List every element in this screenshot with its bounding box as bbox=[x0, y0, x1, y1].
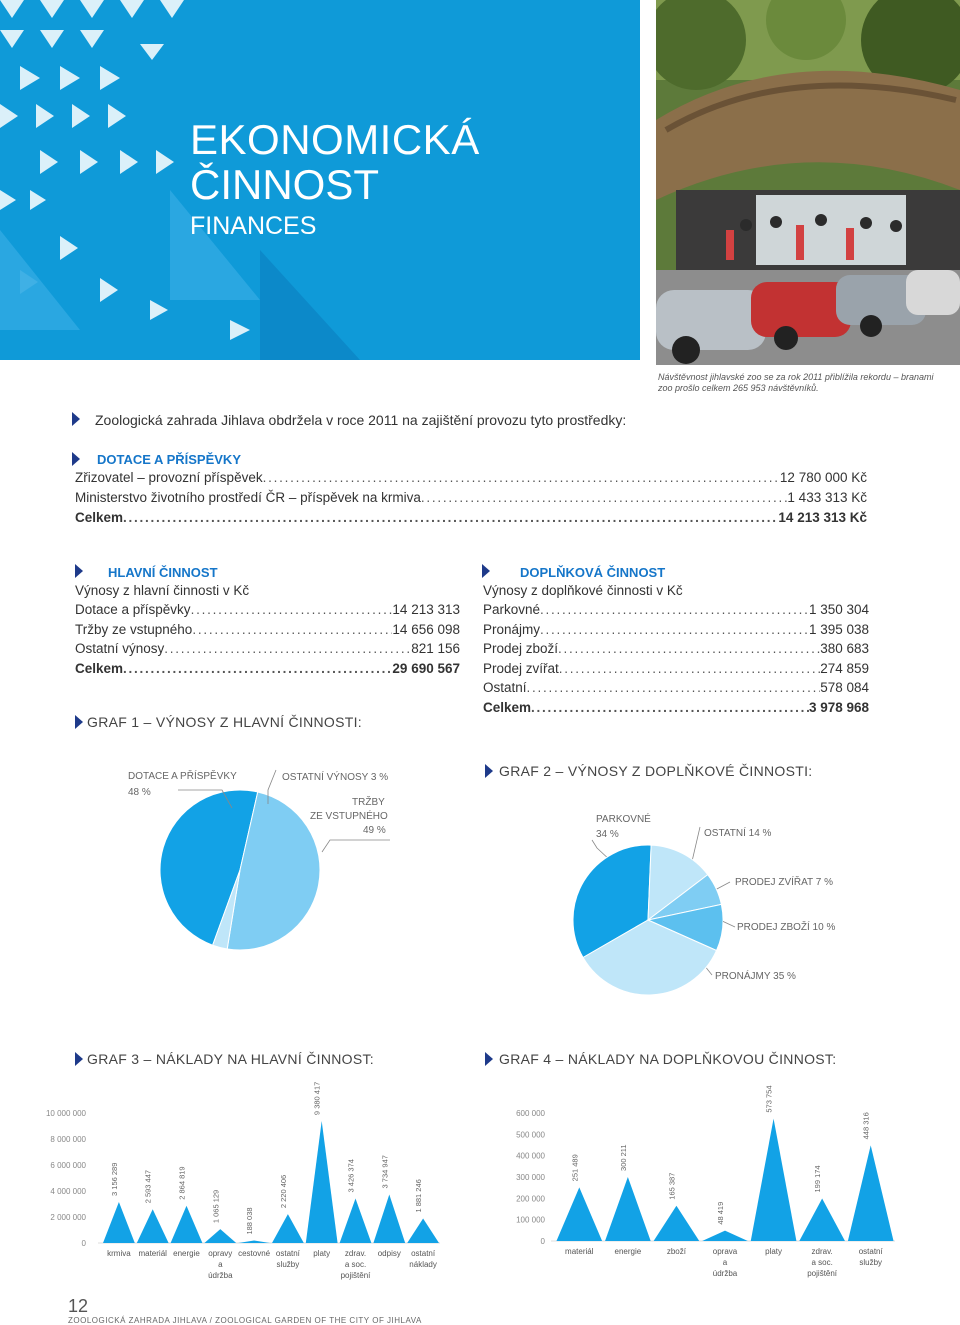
hlavni-subtitle: Výnosy z hlavní činnosti v Kč bbox=[75, 583, 250, 598]
category-label: služby bbox=[276, 1260, 300, 1269]
pie1-label-trzby: TRŽBY bbox=[352, 797, 385, 808]
zoo-entrance-photo bbox=[656, 0, 960, 365]
pie1-label-ostatni: OSTATNÍ VÝNOSY 3 % bbox=[282, 772, 389, 783]
pie1-label-dotace: DOTACE A PŘÍSPĚVKY bbox=[128, 771, 237, 782]
bullet-arrow-icon bbox=[72, 452, 80, 466]
bullet-arrow-icon bbox=[75, 715, 83, 729]
category-label: ostatní bbox=[858, 1247, 883, 1256]
bullet-arrow-icon bbox=[485, 1052, 493, 1066]
hlavni-row bbox=[75, 602, 460, 622]
doplnkova-row bbox=[483, 641, 869, 661]
pie2-label-zbozi: PRODEJ ZBOŽÍ 10 % bbox=[737, 922, 836, 933]
row-value: 821 156 bbox=[411, 641, 460, 656]
bullet-arrow-icon bbox=[72, 412, 80, 426]
intro-text: Zoologická zahrada Jihlava obdržela v roce 2011 na zajištění provozu tyto prostředky: bbox=[95, 412, 627, 428]
bar-1 bbox=[556, 1187, 602, 1241]
row-value: 12 780 000 Kč bbox=[779, 470, 867, 485]
y-tick-label: 300 000 bbox=[516, 1173, 545, 1182]
bar-value-label: 165 387 bbox=[667, 1172, 677, 1200]
hlavni-total-row bbox=[75, 661, 460, 681]
bar-2 bbox=[605, 1177, 651, 1241]
graph2-title: GRAF 2 – VÝNOSY Z DOPLŇKOVÉ ČINNOSTI: bbox=[499, 763, 813, 779]
doplnkova-list bbox=[483, 602, 869, 719]
bar-7 bbox=[306, 1121, 338, 1243]
bar-6 bbox=[272, 1214, 304, 1243]
y-tick-label: 500 000 bbox=[516, 1130, 545, 1140]
bullet-arrow-icon bbox=[482, 564, 490, 578]
bar-value-label: 2 593 447 bbox=[143, 1169, 153, 1204]
category-label: materiál bbox=[138, 1249, 167, 1258]
pie2-label-parkovne-pct: 34 % bbox=[596, 829, 619, 840]
bar-3 bbox=[654, 1206, 700, 1241]
category-label: údržba bbox=[712, 1269, 738, 1278]
bar-value-label: 573 754 bbox=[764, 1085, 774, 1113]
row-label: Dotace a příspěvky bbox=[75, 602, 191, 617]
category-label: ostatní bbox=[411, 1249, 436, 1258]
graph3-title: GRAF 3 – NÁKLADY NA HLAVNÍ ČINNOST: bbox=[87, 1051, 374, 1067]
category-label: energie bbox=[173, 1249, 200, 1258]
bar-4 bbox=[702, 1231, 748, 1241]
bar-5 bbox=[751, 1119, 797, 1241]
doplnkova-row bbox=[483, 622, 869, 642]
category-label: údržba bbox=[208, 1271, 233, 1280]
category-label: energie bbox=[614, 1247, 642, 1256]
y-tick-label: 0 bbox=[540, 1237, 545, 1246]
bar-4 bbox=[204, 1229, 236, 1243]
bar-value-label: 3 426 374 bbox=[346, 1159, 356, 1193]
row-label: Prodej zboží bbox=[483, 641, 559, 656]
bar-10 bbox=[407, 1219, 439, 1243]
bar-7 bbox=[848, 1145, 894, 1241]
category-label: zboží bbox=[666, 1247, 686, 1256]
y-tick-label: 100 000 bbox=[516, 1215, 545, 1225]
pie1-label-dotace-pct: 48 % bbox=[128, 787, 151, 798]
row-value: 14 213 313 Kč bbox=[778, 510, 867, 525]
pie2-label-pronajmy: PRONÁJMY 35 % bbox=[715, 971, 796, 982]
bullet-arrow-icon bbox=[75, 564, 83, 578]
y-tick-label: 0 bbox=[81, 1239, 86, 1248]
category-label: a bbox=[218, 1260, 223, 1269]
bar-value-label: 251 489 bbox=[570, 1154, 580, 1182]
photo-caption: Návštěvnost jihlavské zoo se za rok 2011 přiblížila rekordu – branami zoo prošlo celkem 265 953 návštěvníků. bbox=[658, 372, 934, 393]
hlavni-row bbox=[75, 622, 460, 642]
row-value: 29 690 567 bbox=[392, 660, 460, 676]
bar-2 bbox=[137, 1209, 169, 1243]
row-label: Pronájmy bbox=[483, 621, 541, 637]
pie-chart-2 bbox=[573, 845, 723, 995]
category-label: krmiva bbox=[107, 1249, 131, 1258]
row-label: Parkovné bbox=[483, 602, 541, 617]
page-title: EKONOMICKÁ bbox=[190, 116, 480, 163]
y-tick-label: 4 000 000 bbox=[50, 1187, 86, 1196]
category-label: opravy bbox=[208, 1249, 233, 1258]
dotace-total-row bbox=[75, 510, 867, 530]
category-label: a soc. bbox=[811, 1258, 833, 1267]
bar-value-label: 48 419 bbox=[716, 1201, 725, 1225]
page-title-line2: ČINNOST bbox=[190, 161, 379, 208]
hlavni-list bbox=[75, 602, 460, 680]
bar-chart-4 bbox=[480, 1070, 960, 1285]
dotace-list bbox=[75, 470, 867, 530]
pie2-label-parkovne: PARKOVNÉ bbox=[596, 814, 651, 825]
page-number: 12 bbox=[68, 1296, 89, 1316]
dotace-row bbox=[75, 470, 867, 490]
graph1-title: GRAF 1 – VÝNOSY Z HLAVNÍ ČINNOSTI: bbox=[87, 714, 362, 730]
category-label: cestovné bbox=[238, 1249, 271, 1258]
category-label: ostatní bbox=[275, 1249, 300, 1258]
pie-chart-1 bbox=[160, 790, 320, 950]
section-heading-hlavni: HLAVNÍ ČINNOST bbox=[108, 565, 218, 580]
doplnkova-row bbox=[483, 661, 869, 681]
bar-value-label: 2 864 819 bbox=[177, 1166, 187, 1200]
row-value: 578 084 bbox=[820, 680, 869, 695]
doplnkova-subtitle: Výnosy z doplňkové činnosti v Kč bbox=[483, 583, 683, 598]
pie1-label-trzby-2: ZE VSTUPNÉHO bbox=[310, 811, 388, 822]
row-label: Ostatní výnosy bbox=[75, 641, 165, 656]
category-label: platy bbox=[765, 1247, 783, 1256]
footer-text: ZOOLOGICKÁ ZAHRADA JIHLAVA / ZOOLOGICAL GARDEN OF THE CITY OF JIHLAVA bbox=[68, 1316, 422, 1325]
category-label: platy bbox=[313, 1249, 331, 1258]
category-label: služby bbox=[859, 1258, 883, 1267]
y-tick-label: 2 000 000 bbox=[50, 1213, 86, 1222]
bar-3 bbox=[171, 1206, 203, 1243]
row-value: 274 859 bbox=[820, 660, 869, 676]
category-label: pojištění bbox=[340, 1271, 371, 1280]
pie2-label-zvirat: PRODEJ ZVÍŘAT 7 % bbox=[735, 877, 833, 888]
row-value: 1 395 038 bbox=[808, 621, 869, 637]
graph4-title: GRAF 4 – NÁKLADY NA DOPLŇKOVOU ČINNOST: bbox=[499, 1051, 837, 1067]
row-label: Ostatní bbox=[483, 680, 527, 695]
bar-value-label: 2 220 406 bbox=[278, 1174, 288, 1209]
y-tick-label: 6 000 000 bbox=[50, 1161, 86, 1170]
category-label: a bbox=[722, 1258, 728, 1267]
row-label: Celkem bbox=[483, 699, 532, 715]
row-label: Ministerstvo životního prostředí ČR – příspěvek na krmiva bbox=[75, 490, 421, 505]
category-label: zdrav. bbox=[811, 1247, 833, 1256]
y-tick-label: 600 000 bbox=[516, 1109, 545, 1118]
category-label: odpisy bbox=[377, 1249, 401, 1258]
bar-value-label: 9 380 417 bbox=[312, 1081, 322, 1116]
doplnkova-total-row bbox=[483, 700, 869, 720]
doplnkova-row bbox=[483, 602, 869, 622]
section-heading-doplnkova: DOPLŇKOVÁ ČINNOST bbox=[520, 565, 666, 580]
y-tick-label: 200 000 bbox=[516, 1194, 545, 1204]
doplnkova-row bbox=[483, 680, 869, 700]
bar-1 bbox=[103, 1202, 135, 1243]
category-label: zdrav. bbox=[344, 1249, 367, 1258]
row-label: Tržby ze vstupného bbox=[75, 621, 193, 637]
category-label: a soc. bbox=[344, 1260, 367, 1269]
bar-value-label: 300 211 bbox=[618, 1144, 628, 1171]
y-tick-label: 10 000 000 bbox=[45, 1109, 86, 1118]
row-value: 380 683 bbox=[820, 641, 869, 656]
dotace-row bbox=[75, 490, 867, 510]
section-heading-dotace: DOTACE A PŘÍSPĚVKY bbox=[97, 452, 241, 467]
row-label: Celkem bbox=[75, 510, 124, 525]
category-label: náklady bbox=[409, 1260, 437, 1269]
category-label: oprava bbox=[712, 1247, 738, 1256]
category-label: pojištění bbox=[807, 1269, 838, 1278]
row-value: 3 978 968 bbox=[808, 699, 869, 715]
row-value: 14 656 098 bbox=[392, 621, 460, 637]
bar-value-label: 188 038 bbox=[245, 1207, 255, 1235]
row-value: 14 213 313 bbox=[392, 602, 460, 617]
bullet-arrow-icon bbox=[75, 1052, 83, 1066]
pie1-label-trzby-pct: 49 % bbox=[363, 825, 386, 836]
category-label: materiál bbox=[565, 1247, 594, 1256]
bar-value-label: 448 316 bbox=[861, 1112, 871, 1140]
bar-chart-3 bbox=[0, 1070, 480, 1285]
bar-5 bbox=[238, 1241, 270, 1243]
pie2-label-ostatni: OSTATNÍ 14 % bbox=[704, 828, 772, 839]
y-tick-label: 400 000 bbox=[516, 1151, 545, 1161]
hlavni-row bbox=[75, 641, 460, 661]
bar-value-label: 199 174 bbox=[813, 1165, 823, 1193]
bar-value-label: 3 156 289 bbox=[109, 1162, 119, 1196]
bar-6 bbox=[799, 1199, 845, 1241]
row-label: Zřizovatel – provozní příspěvek bbox=[75, 470, 263, 485]
bar-value-label: 1 881 246 bbox=[414, 1179, 424, 1213]
row-label: Celkem bbox=[75, 660, 124, 676]
row-label: Prodej zvířat bbox=[483, 660, 559, 676]
row-value: 1 433 313 Kč bbox=[787, 490, 867, 505]
bar-9 bbox=[373, 1194, 405, 1243]
row-value: 1 350 304 bbox=[808, 602, 869, 617]
page-title-english: FINANCES bbox=[190, 212, 317, 240]
bar-value-label: 3 734 947 bbox=[380, 1155, 390, 1189]
y-tick-label: 8 000 000 bbox=[50, 1135, 86, 1144]
bar-8 bbox=[340, 1198, 372, 1243]
bar-value-label: 1 065 129 bbox=[211, 1189, 221, 1224]
bullet-arrow-icon bbox=[485, 764, 493, 778]
